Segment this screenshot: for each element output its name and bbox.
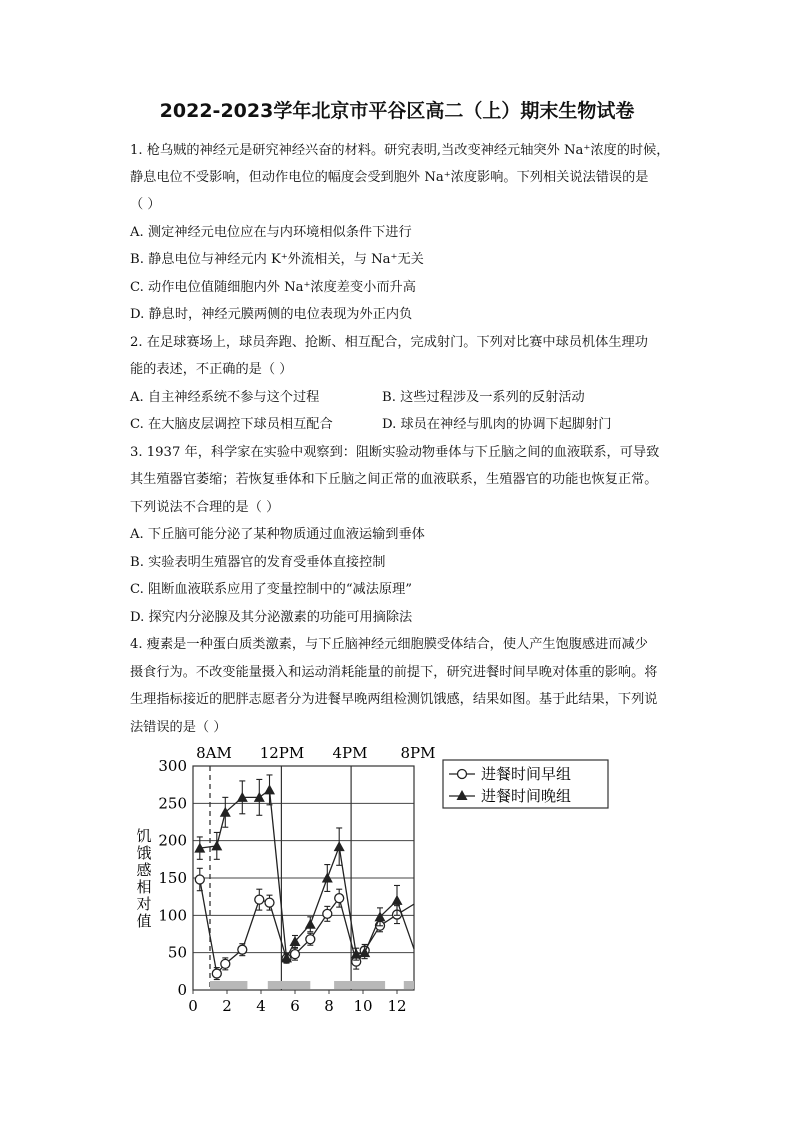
y-axis-label-char: 值 — [136, 912, 152, 930]
q4-stem-line-4: 法错误的是（ ） — [130, 720, 227, 735]
meal-bar — [268, 981, 311, 989]
q2-option-b[interactable]: B. 这些过程涉及一系列的反射活动 — [382, 390, 585, 405]
early-group-point — [335, 894, 344, 903]
q1-stem-line-3: （ ） — [130, 197, 161, 212]
y-axis-label-char: 饿 — [136, 844, 152, 862]
x-tick-label: 0 — [188, 997, 198, 1015]
q1-stem-line-1: 1. 枪乌贼的神经元是研究神经兴奋的材料。研究表明,当改变神经元轴突外 Na⁺浓度的时候， — [130, 143, 670, 158]
x-tick-label: 12 — [387, 997, 407, 1015]
x-tick-label: 2 — [222, 997, 232, 1015]
early-group-point — [255, 895, 264, 904]
early-group-point — [323, 909, 332, 918]
q1-stem-line-2: 静息电位不受影响，但动作电位的幅度会受到胞外 Na⁺浓度影响。下列相关说法错误的是 — [130, 170, 649, 185]
q1-option-d[interactable]: D. 静息时，神经元膜两侧的电位表现为外正内负 — [130, 307, 413, 322]
hunger-chart — [130, 740, 620, 1024]
q2-stem-line-1: 2. 在足球赛场上，球员奔跑、抢断、相互配合，完成射门。下列对比赛中球员机体生理功 — [130, 335, 648, 350]
q4-stem-line-1: 4. 瘦素是一种蛋白质类激素，与下丘脑神经元细胞膜受体结合，使人产生饱腹感进而减少 — [130, 637, 648, 652]
q3-option-d[interactable]: D. 探究内分泌腺及其分泌激素的功能可用摘除法 — [130, 610, 413, 625]
y-axis-label-char: 对 — [136, 895, 152, 913]
x-tick-label: 8 — [324, 997, 334, 1015]
x-tick-label: 6 — [290, 997, 300, 1015]
early-group-point — [195, 875, 204, 884]
late-group-line — [200, 790, 414, 958]
early-group-point — [306, 935, 315, 944]
y-axis-label-char: 饥 — [136, 827, 152, 845]
q4-stem-line-3: 生理指标接近的肥胖志愿者分为进餐早晚两组检测饥饿感，结果如图。基于此结果，下列说 — [130, 692, 658, 707]
legend-late-label: 进餐时间晚组 — [481, 787, 572, 805]
page-title: 2022-2023学年北京市平谷区高二（上）期末生物试卷 — [159, 100, 635, 122]
meal-bar — [404, 981, 414, 989]
q3-option-a[interactable]: A. 下丘脑可能分泌了某种物质通过血液运输到垂体 — [130, 527, 425, 542]
q1-option-c[interactable]: C. 动作电位值随细胞内外 Na⁺浓度差变小而升高 — [130, 280, 416, 295]
q2-stem-line-2: 能的表述，不正确的是（ ） — [130, 362, 293, 377]
late-group-point — [392, 895, 403, 905]
q3-option-c[interactable]: C. 阻断血液联系应用了变量控制中的“减法原理” — [130, 582, 413, 597]
top-time-label: 12PM — [259, 744, 305, 762]
early-group-point — [265, 898, 274, 907]
late-group-point — [334, 841, 345, 851]
q2-option-c[interactable]: C. 在大脑皮层调控下球员相互配合 — [130, 417, 333, 432]
q3-option-b[interactable]: B. 实验表明生殖器官的发育受垂体直接控制 — [130, 555, 386, 570]
q1-option-a[interactable]: A. 测定神经元电位应在与内环境相似条件下进行 — [130, 225, 412, 240]
top-time-label: 4PM — [332, 744, 368, 762]
y-tick-label: 250 — [158, 794, 187, 813]
hunger-chart-svg — [130, 740, 620, 1020]
q3-stem-line-1: 3. 1937 年，科学家在实验中观察到：阻断实验动物垂体与下丘脑之间的血液联系，可导致 — [130, 445, 660, 460]
meal-bar — [210, 981, 247, 989]
early-group-point — [238, 945, 247, 954]
y-tick-label: 0 — [177, 981, 187, 999]
y-tick-label: 300 — [158, 757, 187, 775]
meal-bar — [334, 981, 385, 989]
early-group-point — [221, 959, 230, 968]
late-group-point — [305, 919, 316, 929]
y-tick-label: 150 — [158, 869, 187, 887]
y-tick-label: 50 — [167, 943, 187, 962]
y-tick-label: 100 — [158, 906, 187, 925]
y-axis-label-char: 相 — [136, 878, 152, 896]
q3-stem-line-2: 其生殖器官萎缩；若恢复垂体和下丘脑之间正常的血液联系，生殖器官的功能也恢复正常。 — [130, 472, 658, 487]
late-group-point — [211, 840, 222, 850]
q4-stem-line-2: 摄食行为。不改变能量摄入和运动消耗能量的前提下，研究进餐时间早晚对体重的影响。将 — [130, 665, 658, 680]
q2-option-a[interactable]: A. 自主神经系统不参与这个过程 — [130, 390, 320, 405]
q3-stem-line-3: 下列说法不合理的是（ ） — [130, 500, 280, 515]
x-tick-label: 4 — [256, 997, 266, 1015]
late-group-point — [264, 784, 275, 794]
y-axis-label-char: 感 — [136, 861, 152, 879]
q2-option-d[interactable]: D. 球员在神经与肌肉的协调下起脚射门 — [382, 417, 612, 432]
top-time-label: 8PM — [400, 744, 436, 762]
legend-early-label: 进餐时间早组 — [481, 765, 572, 783]
q1-option-b[interactable]: B. 静息电位与神经元内 K⁺外流相关，与 Na⁺无关 — [130, 252, 424, 267]
x-tick-label: 10 — [353, 997, 373, 1015]
legend-early-marker — [458, 770, 467, 779]
y-tick-label: 200 — [158, 831, 187, 850]
early-group-point — [212, 969, 221, 978]
top-time-label: 8AM — [196, 744, 232, 762]
early-group-point — [291, 950, 300, 959]
